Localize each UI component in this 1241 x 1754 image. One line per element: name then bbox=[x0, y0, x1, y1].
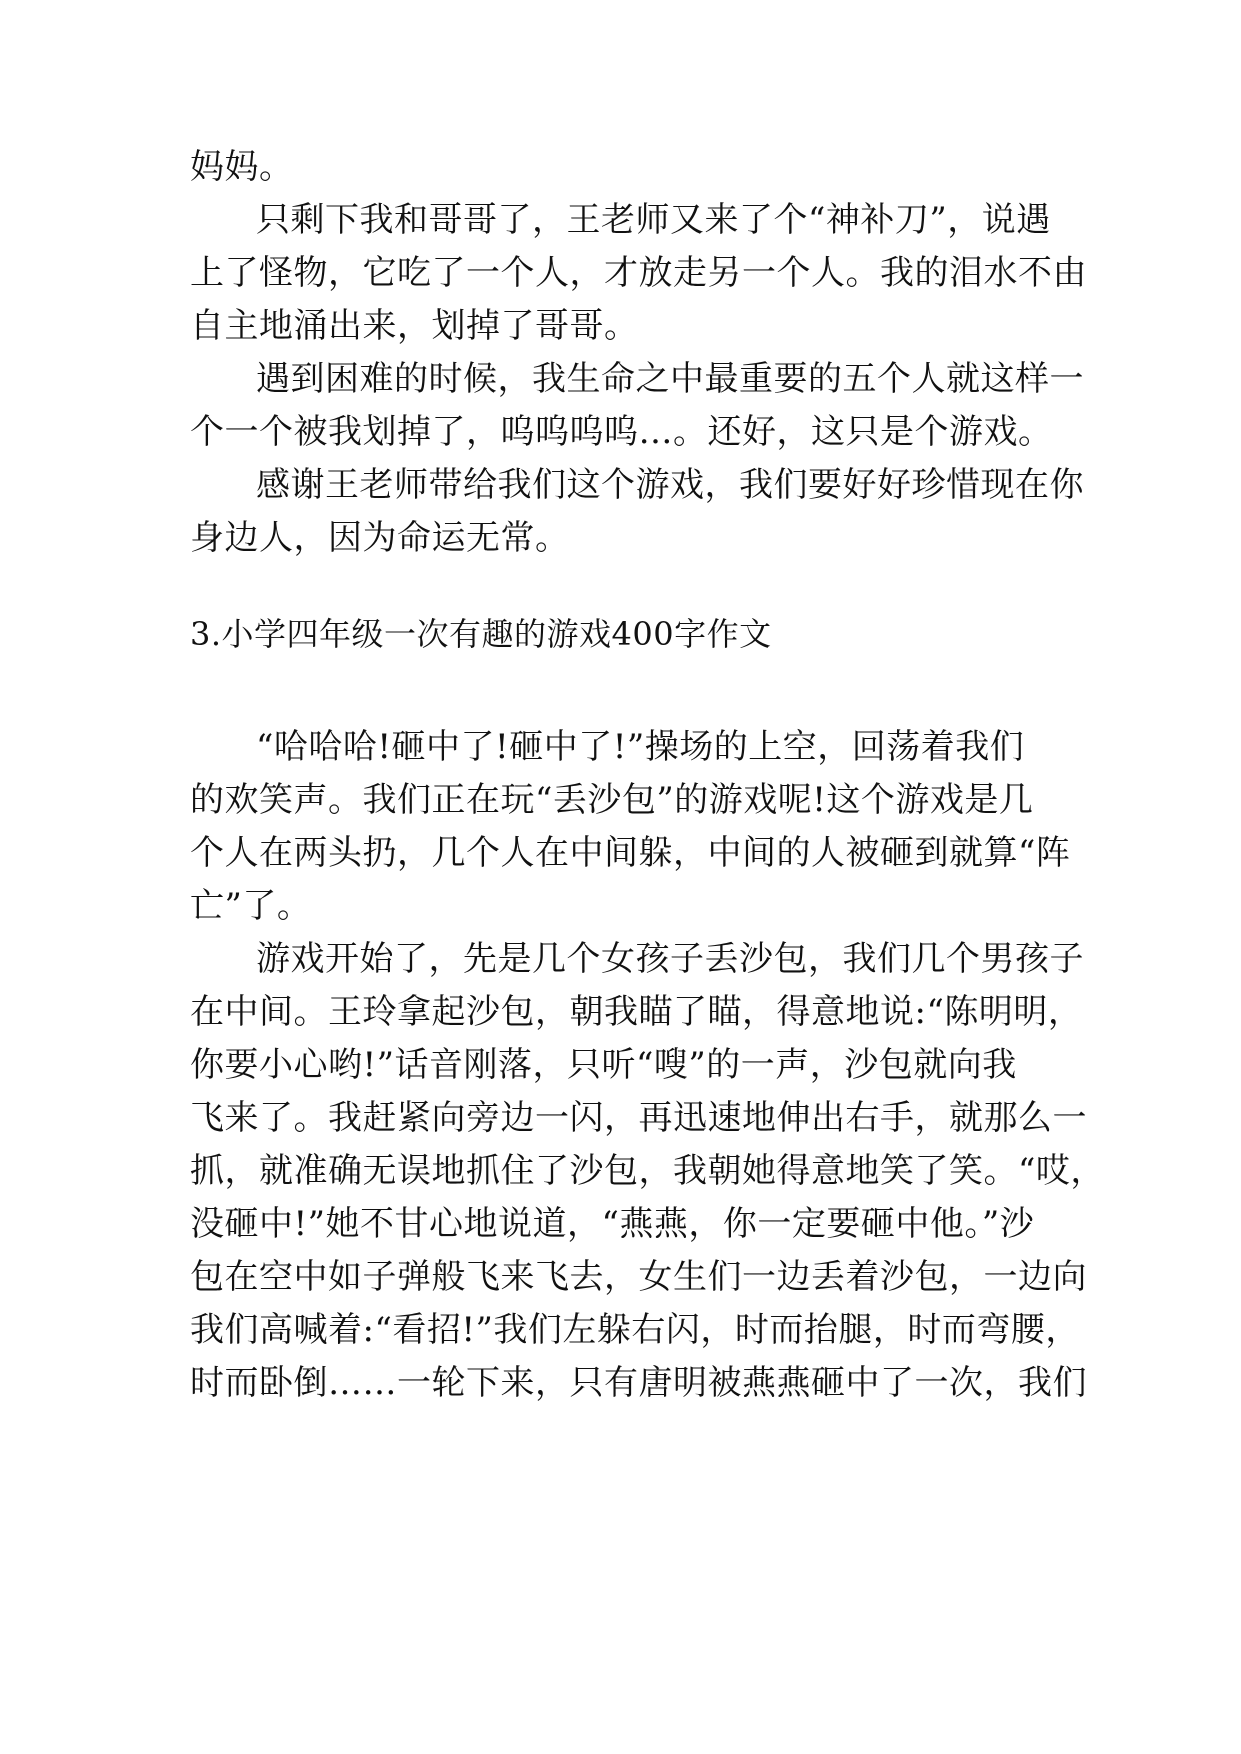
paragraph-line: 亡”了。 bbox=[190, 886, 312, 926]
section-heading: 3.小学四年级一次有趣的游戏400字作文 bbox=[190, 615, 772, 653]
paragraph-line: “哈哈哈!砸中了!砸中了!”操场的上空，回荡着我们 bbox=[256, 727, 1025, 767]
paragraph-line: 抓，就准确无误地抓住了沙包，我朝她得意地笑了笑。“哎， bbox=[190, 1151, 1105, 1191]
paragraph-line: 上了怪物，它吃了一个人，才放走另一个人。我的泪水不由 bbox=[190, 253, 1087, 293]
paragraph-line: 在中间。王玲拿起沙包，朝我瞄了瞄，得意地说:“陈明明， bbox=[190, 992, 1083, 1032]
paragraph-line: 感谢王老师带给我们这个游戏，我们要好好珍惜现在你 bbox=[256, 465, 1084, 505]
paragraph-line: 包在空中如子弹般飞来飞去，女生们一边丢着沙包，一边向 bbox=[190, 1257, 1087, 1297]
paragraph-line: 身边人，因为命运无常。 bbox=[190, 518, 570, 558]
paragraph-line: 自主地涌出来，划掉了哥哥。 bbox=[190, 306, 639, 346]
paragraph-line: 我们高喊着:“看招!”我们左躲右闪，时而抬腿，时而弯腰， bbox=[190, 1310, 1080, 1350]
paragraph-line: 你要小心哟!”话音刚落，只听“嗖”的一声，沙包就向我 bbox=[190, 1045, 1017, 1085]
paragraph-line: 游戏开始了，先是几个女孩子丢沙包，我们几个男孩子 bbox=[256, 939, 1084, 979]
paragraph-line: 个一个被我划掉了，呜呜呜呜…。还好，这只是个游戏。 bbox=[190, 412, 1053, 452]
paragraph-line: 飞来了。我赶紧向旁边一闪，再迅速地伸出右手，就那么一 bbox=[190, 1098, 1087, 1138]
paragraph-line: 妈妈。 bbox=[190, 147, 294, 187]
paragraph-line: 只剩下我和哥哥了，王老师又来了个“神补刀”，说遇 bbox=[256, 200, 1051, 240]
paragraph-line: 的欢笑声。我们正在玩“丢沙包”的游戏呢!这个游戏是几 bbox=[190, 780, 1034, 820]
paragraph-line: 遇到困难的时候，我生命之中最重要的五个人就这样一 bbox=[256, 359, 1084, 399]
paragraph-line: 时而卧倒……一轮下来，只有唐明被燕燕砸中了一次，我们 bbox=[190, 1363, 1087, 1403]
paragraph-line: 个人在两头扔，几个人在中间躲，中间的人被砸到就算“阵 bbox=[190, 833, 1071, 873]
paragraph-line: 没砸中!”她不甘心地说道，“燕燕，你一定要砸中他。”沙 bbox=[190, 1204, 1035, 1244]
